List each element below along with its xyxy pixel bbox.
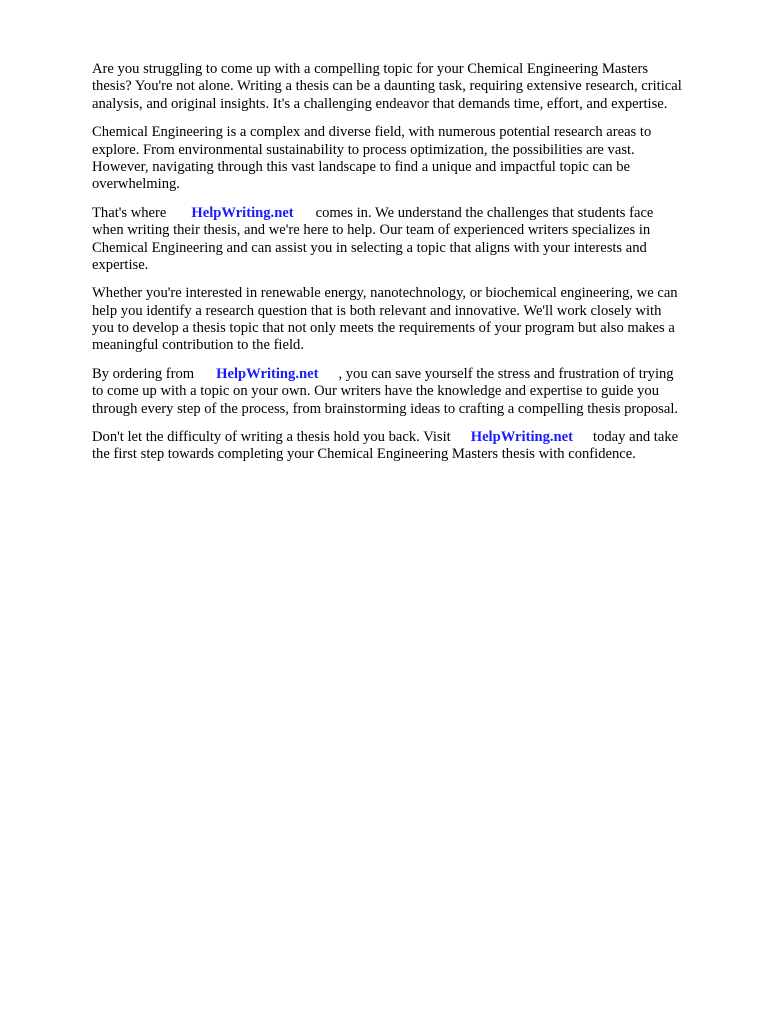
text-line: Chemical Engineering and can assist you in selecting a topic that aligns with your interests and <box>92 239 647 256</box>
text-line: the first step towards completing your Chemical Engineering Masters thesis with confidence. <box>92 446 636 463</box>
text-fragment: That's where <box>92 204 167 221</box>
text-line: Chemical Engineering is a complex and diverse field, with numerous potential research areas to <box>92 124 652 141</box>
text-line: However, navigating through this vast landscape to find a unique and impactful topic can be <box>92 158 631 175</box>
text-fragment: , you can save yourself the stress and frustration of trying <box>338 365 674 382</box>
helpwriting-link[interactable]: HelpWriting.net <box>216 365 319 382</box>
text-fragment: By ordering from <box>92 365 195 382</box>
paragraph-service-intro <box>92 205 724 275</box>
text-fragment: comes in. We understand the challenges that students face <box>315 204 654 221</box>
text-line: thesis? You're not alone. Writing a thesis can be a daunting task, requiring extensive research, critical <box>92 78 682 95</box>
text-line: Are you struggling to come up with a compelling topic for your Chemical Engineering Masters <box>92 61 649 77</box>
document-body <box>92 61 724 475</box>
paragraph-field-overview <box>92 124 724 194</box>
text-line: through every step of the process, from brainstorming ideas to crafting a compelling thesis proposal. <box>92 400 679 417</box>
helpwriting-link[interactable]: HelpWriting.net <box>191 204 294 221</box>
text-fragment: Don't let the difficulty of writing a thesis hold you back. Visit <box>92 429 451 446</box>
text-fragment: today and take <box>593 429 679 446</box>
text-line: help you identify a research question that is both relevant and innovative. We'll work closely with <box>92 302 662 319</box>
text-line <box>92 205 724 222</box>
text-line: meaningful contribution to the field. <box>92 337 304 354</box>
text-line: explore. From environmental sustainability to process optimization, the possibilities are vast. <box>92 141 635 158</box>
text-line: when writing their thesis, and we're here to help. Our team of experienced writers specializes in <box>92 222 651 239</box>
paragraph-call-to-action <box>92 429 724 464</box>
text-line: analysis, and original insights. It's a challenging endeavor that demands time, effort, and expertise. <box>92 95 668 112</box>
paragraph-intro <box>92 61 724 113</box>
text-line: to come up with a topic on your own. Our writers have the knowledge and expertise to guide you <box>92 383 659 400</box>
text-line: you to develop a thesis topic that not only meets the requirements of your program but also makes a <box>92 320 675 337</box>
text-line: Whether you're interested in renewable energy, nanotechnology, or biochemical engineering, we can <box>92 285 678 302</box>
paragraph-ordering <box>92 366 724 418</box>
helpwriting-link[interactable]: HelpWriting.net <box>470 429 574 446</box>
text-line: overwhelming. <box>92 176 180 193</box>
text-line: expertise. <box>92 256 149 273</box>
text-line <box>92 429 724 446</box>
text-line <box>92 366 724 383</box>
paragraph-research-areas <box>92 285 724 355</box>
